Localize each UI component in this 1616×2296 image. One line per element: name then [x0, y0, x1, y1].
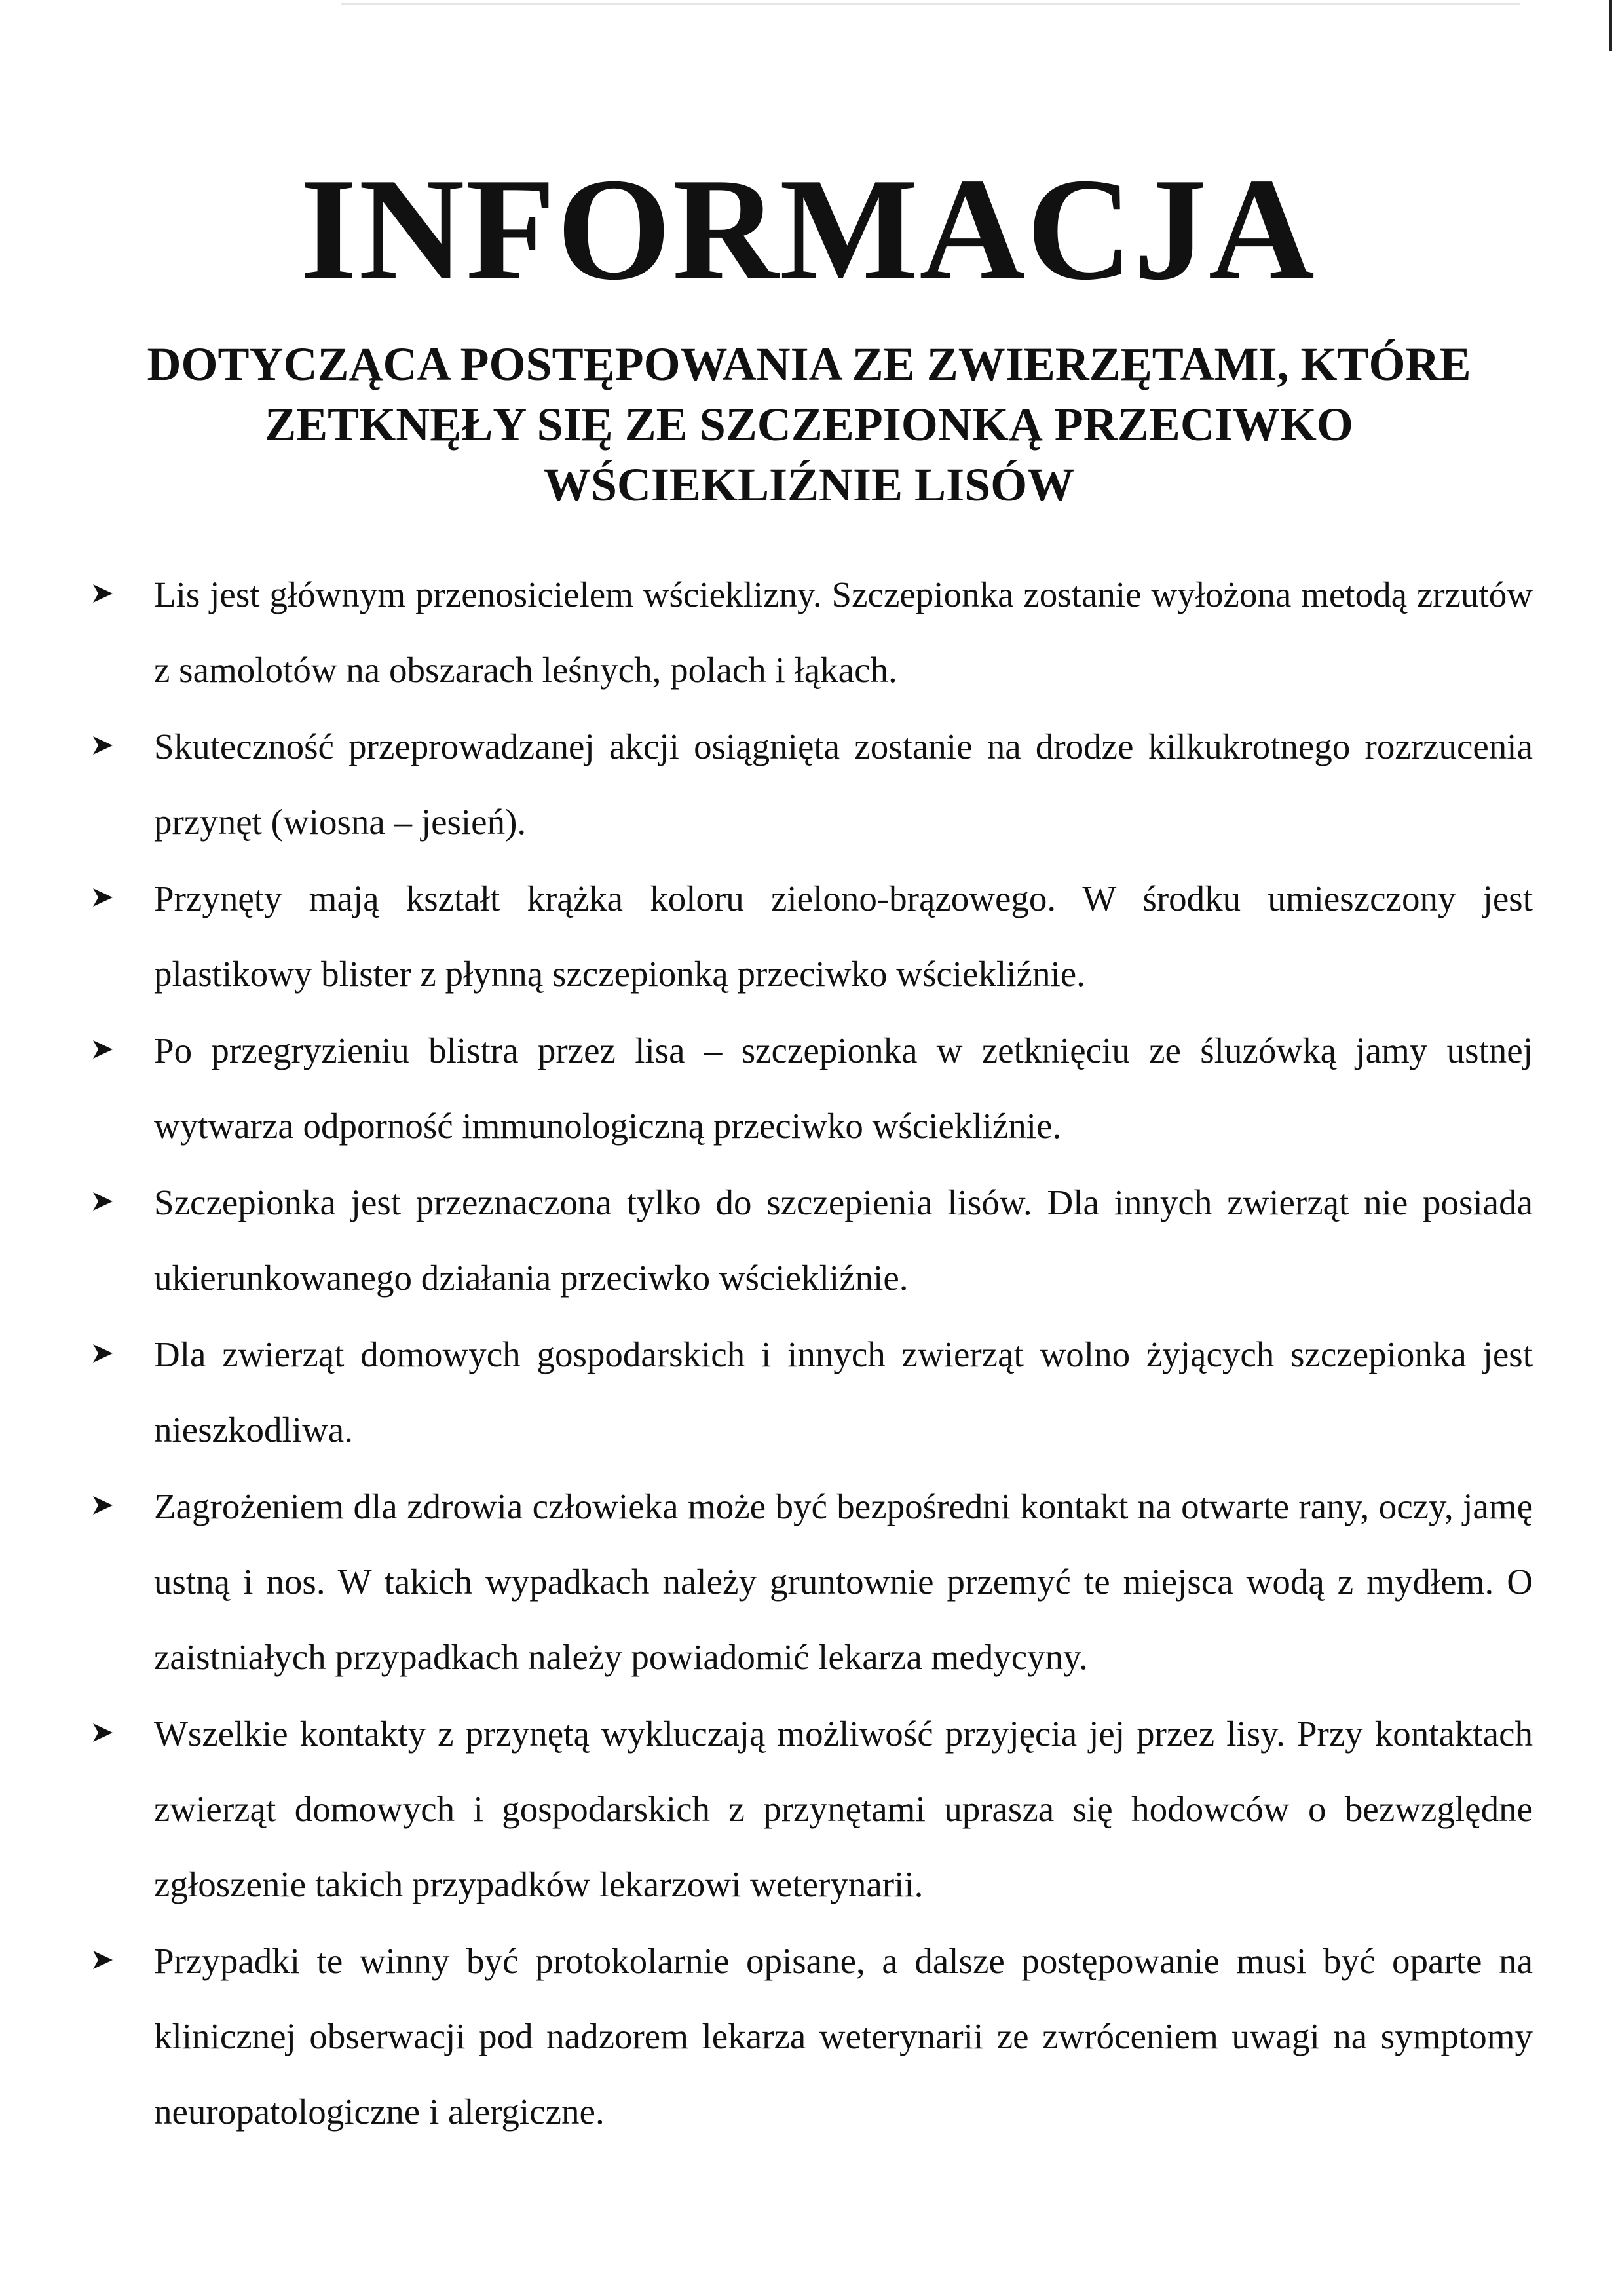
arrowhead-bullet-icon: [92, 1722, 114, 1744]
subtitle-line: DOTYCZĄCA POSTĘPOWANIA ZE ZWIERZĘTAMI, KTÓRE: [147, 338, 1471, 390]
subtitle-line: WŚCIEKLIŹNIE LISÓW: [543, 459, 1075, 511]
arrowhead-bullet-icon: [92, 582, 114, 605]
list-item-text: Szczepionka jest przeznaczona tylko do szczepienia lisów. Dla innych zwierząt nie posiada ukierunkowanego działania przeciwko wściekliźnie.: [154, 1182, 1533, 1298]
list-item-text: Po przegryzieniu blistra przez lisa – szczepionka w zetknięciu ze śluzówką jamy ustnej wytwarza odporność immunologiczną przeciwko wściekliźnie.: [154, 1030, 1533, 1146]
list-item: [92, 1165, 1533, 1315]
list-item-text: Lis jest głównym przenosicielem wścieklizny. Szczepionka zostanie wyłożona metodą zrzutów z samolotów na obszarach leśnych, polach i łąkach.: [154, 574, 1533, 690]
list-item: [92, 1696, 1533, 1922]
list-item-text: Wszelkie kontakty z przynętą wykluczają możliwość przyjęcia jej przez lisy. Przy kontaktach zwierząt domowych i gospodarskich z przynętami uprasza się hodowców o bezwzględne zgłoszenie takich przypadków lekarzowi weterynarii.: [154, 1714, 1533, 1904]
list-item: [92, 709, 1533, 859]
list-item-text: Dla zwierząt domowych gospodarskich i innych zwierząt wolno żyjących szczepionka jest nieszkodliwa.: [154, 1334, 1533, 1450]
list-item: [92, 1317, 1533, 1467]
list-item: [92, 1469, 1533, 1695]
list-item-text: Przynęty mają kształt krążka koloru zielono-brązowego. W środku umieszczony jest plastikowy blister z płynną szczepionką przeciwko wściekliźnie.: [154, 878, 1533, 994]
arrowhead-bullet-icon: [92, 1494, 114, 1516]
arrowhead-bullet-icon: [92, 1949, 114, 1971]
arrowhead-bullet-icon: [92, 1190, 114, 1213]
list-item-text: Zagrożeniem dla zdrowia człowieka może być bezpośredni kontakt na otwarte rany, oczy, jamę ustną i nos. W takich wypadkach należy gruntownie przemyć te miejsca wodą z mydłem. O zaistniałych przypadkach należy powiadomić lekarza medycyny.: [154, 1486, 1533, 1677]
list-item: [92, 1923, 1533, 2149]
list-item: [92, 1013, 1533, 1163]
scan-artifact: [341, 3, 1520, 5]
document-subtitle: [118, 334, 1500, 515]
information-list: [92, 557, 1533, 2151]
arrowhead-bullet-icon: [92, 734, 114, 757]
list-item: [92, 557, 1533, 707]
scan-edge-mark: [1609, 0, 1612, 51]
list-item-text: Skuteczność przeprowadzanej akcji osiągnięta zostanie na drodze kilkukrotnego rozrzucenia przynęt (wiosna – jesień).: [154, 726, 1533, 842]
document-title: INFORMACJA: [300, 148, 1316, 311]
list-item-text: Przypadki te winny być protokolarnie opisane, a dalsze postępowanie musi być oparte na klinicznej obserwacji pod nadzorem lekarza weterynarii ze zwróceniem uwagi na symptomy neuropatologiczne i alergiczne.: [154, 1941, 1533, 2132]
arrowhead-bullet-icon: [92, 886, 114, 909]
list-item: [92, 861, 1533, 1011]
subtitle-line: ZETKNĘŁY SIĘ ZE SZCZEPIONKĄ PRZECIWKO: [265, 398, 1353, 451]
arrowhead-bullet-icon: [92, 1342, 114, 1364]
arrowhead-bullet-icon: [92, 1038, 114, 1061]
